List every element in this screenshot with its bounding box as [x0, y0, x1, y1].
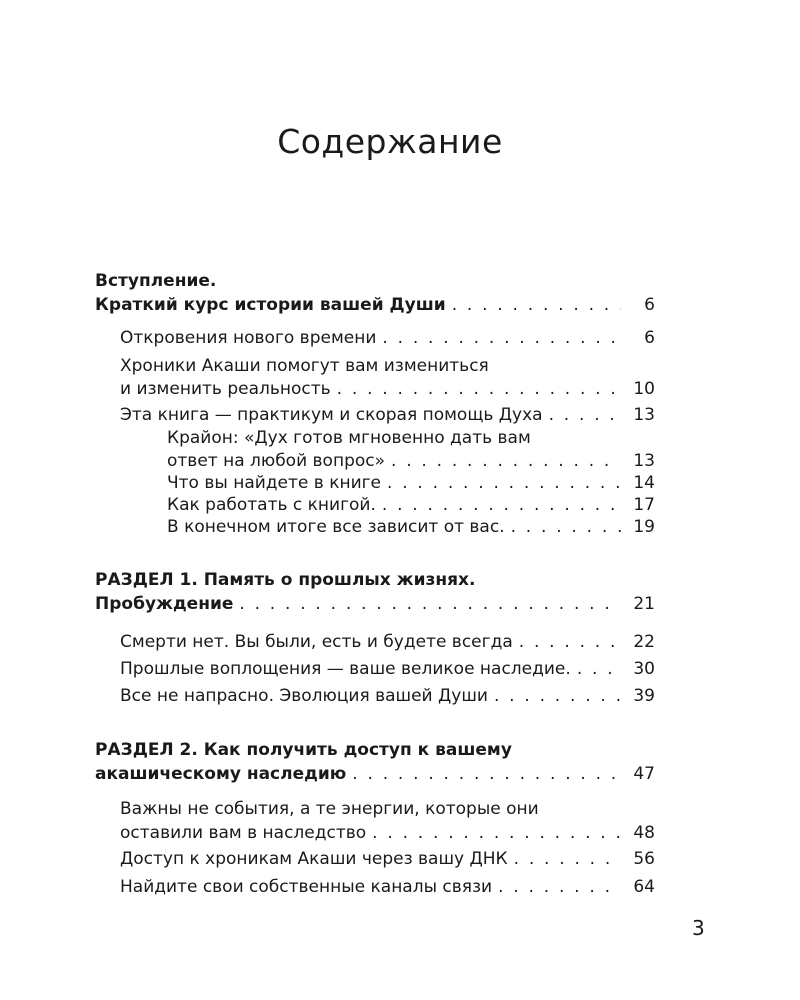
- leader-dots: [514, 848, 621, 870]
- toc-page-number: 10: [633, 379, 655, 399]
- toc-section-heading[interactable]: [95, 270, 655, 292]
- toc-entry-label: Доступ к хроникам Акаши через вашу ДНК: [120, 849, 508, 869]
- leader-dots: [577, 658, 621, 680]
- toc-page-number: 56: [633, 849, 655, 869]
- toc-entry[interactable]: [120, 404, 655, 426]
- toc-page-number: 21: [633, 594, 655, 614]
- toc-section-title-line1: Вступление.: [95, 271, 217, 291]
- toc-page-number: 47: [633, 764, 655, 784]
- toc-page-number: 30: [633, 659, 655, 679]
- toc-entry-label: Прошлые воплощения — ваше великое наследие.: [120, 659, 571, 679]
- toc-subentry[interactable]: [167, 516, 655, 538]
- toc-page-number: 14: [633, 473, 655, 493]
- toc-entry[interactable]: [120, 822, 655, 844]
- toc-entry[interactable]: [120, 876, 655, 898]
- toc-subentry-label: В конечном итоге все зависит от вас.: [167, 517, 505, 537]
- toc-page-number: 48: [633, 823, 655, 843]
- toc-subentry[interactable]: [167, 472, 655, 494]
- toc-subentry[interactable]: [167, 450, 655, 472]
- toc-page-number: 6: [644, 295, 655, 315]
- page-number: 3: [692, 916, 705, 940]
- toc-section-heading[interactable]: [95, 569, 655, 591]
- toc-entry-label: Смерти нет. Вы были, есть и будете всегда: [120, 632, 513, 652]
- toc-section-title-line2: Краткий курс истории вашей Души: [95, 295, 446, 315]
- toc-entry-line1[interactable]: [120, 355, 655, 377]
- toc-entry-label: Эта книга — практикум и скорая помощь Духа: [120, 405, 543, 425]
- leader-dots: [382, 494, 621, 516]
- toc-page-number: 6: [644, 328, 655, 348]
- toc-page-number: 19: [633, 517, 655, 537]
- toc-page-number: 17: [633, 495, 655, 515]
- toc-entry[interactable]: [120, 848, 655, 870]
- leader-dots: [498, 876, 621, 898]
- leader-dots: [494, 685, 621, 707]
- toc-page-number: 13: [633, 451, 655, 471]
- toc-section-title-line2: акашическому наследию: [95, 764, 347, 784]
- leader-dots: [519, 631, 621, 653]
- leader-dots: [511, 516, 621, 538]
- leader-dots: [372, 822, 621, 844]
- toc-page-number: 22: [633, 632, 655, 652]
- toc-section-title-line1: РАЗДЕЛ 1. Память о прошлых жизнях.: [95, 570, 476, 590]
- toc-subentry-label: Как работать с книгой.: [167, 495, 376, 515]
- toc-section-entry[interactable]: [95, 593, 655, 615]
- toc-subentry-label: ответ на любой вопрос»: [167, 451, 386, 471]
- toc-entry-label: Найдите свои собственные каналы связи: [120, 877, 493, 897]
- toc-page-number: 13: [633, 405, 655, 425]
- leader-dots: [337, 378, 621, 400]
- leader-dots: [382, 327, 621, 349]
- toc-entry-label: и изменить реальность: [120, 379, 331, 399]
- toc-section-heading[interactable]: [95, 739, 655, 761]
- toc-entry[interactable]: [120, 685, 655, 707]
- toc-entry-line1[interactable]: [120, 798, 655, 820]
- toc-subentry-label: Что вы найдете в книге: [167, 473, 382, 493]
- toc-subentry-label: Крайон: «Дух готов мгновенно дать вам: [167, 428, 531, 448]
- leader-dots: [452, 294, 621, 316]
- leader-dots: [239, 593, 621, 615]
- leader-dots: [549, 404, 621, 426]
- toc-subentry[interactable]: [167, 494, 655, 516]
- leader-dots: [387, 472, 621, 494]
- toc-page-number: 64: [633, 877, 655, 897]
- toc-entry-label: Откровения нового времени: [120, 328, 377, 348]
- toc-section-title-line1: РАЗДЕЛ 2. Как получить доступ к вашему: [95, 740, 512, 760]
- toc-entry-label: Хроники Акаши помогут вам измениться: [120, 356, 489, 376]
- toc-section-entry[interactable]: [95, 763, 655, 785]
- leader-dots: [352, 763, 621, 785]
- toc-entry-label: Важны не события, а те энергии, которые они: [120, 799, 539, 819]
- page-title: Содержание: [277, 122, 503, 161]
- toc-entry[interactable]: [120, 327, 655, 349]
- toc-entry-label: оставили вам в наследство: [120, 823, 367, 843]
- toc-page-number: 39: [633, 686, 655, 706]
- toc-entry[interactable]: [120, 631, 655, 653]
- toc-section-title-line2: Пробуждение: [95, 594, 234, 614]
- leader-dots: [391, 450, 621, 472]
- toc-entry-label: Все не напрасно. Эволюция вашей Души: [120, 686, 488, 706]
- toc-section-entry[interactable]: [95, 294, 655, 316]
- toc-subentry-line1[interactable]: [167, 427, 655, 449]
- toc-entry[interactable]: [120, 658, 655, 680]
- toc-entry[interactable]: [120, 378, 655, 400]
